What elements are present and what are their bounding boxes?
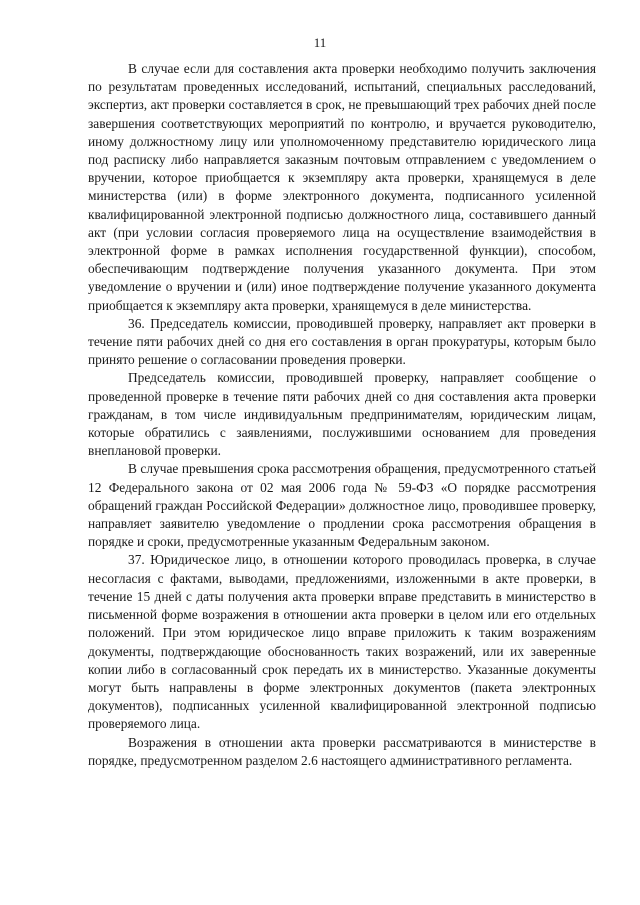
paragraph-notification-citizens: Председатель комиссии, проводившей проверку, направляет сообщение о проведенной проверке в течение пяти рабочих дней со дня составления акта проверки гражданам, в том числе индивидуальным предпринимателям, юридическим лицам, которые обратились с заявлениями, послужившими основанием для проведения внеплановой проверки. bbox=[88, 370, 596, 459]
document-body bbox=[88, 60, 596, 770]
paragraph-36: 36. Председатель комиссии, проводившей проверку, направляет акт проверки в течение пяти рабочих дней со дня его составления в орган прокуратуры, которым было принято решение о согласовании проведения проверки. bbox=[88, 315, 596, 368]
paragraph-term-extension: В случае превышения срока рассмотрения обращения, предусмотренного статьей 12 Федерального закона от 02 мая 2006 года № 59-ФЗ «О порядке рассмотрения обращений граждан Российской Федерации» должностное лицо, проводившее проверку, направляет заявителю уведомление о продлении срока рассмотрения обращения в порядке и сроки, предусмотренные указанным Федеральным законом. bbox=[88, 461, 596, 550]
paragraph-act-delivery: В случае если для составления акта проверки необходимо получить заключения по результатам проведенных исследований, испытаний, специальных расследований, экспертиз, акт проверки составляется в срок, не превышающий трех рабочих дней после завершения соответствующих мероприятий по контролю, и вручается руководителю, иному должностному лицу или уполномоченному представителю юридического лица под расписку либо направляется заказным почтовым отправлением с уведомлением о вручении, которое приобщается к экземпляру акта проверки, хранящемуся в деле министерства (или) в форме электронного документа, подписанного усиленной квалифицированной электронной подписью должностного лица, составившего данный акт (при условии согласия проверяемого лица на осуществление взаимодействия в электронной форме в рамках исполнения государственной функции), способом, обеспечивающим подтверждение получения указанного документа. При этом уведомление о вручении и (или) иное подтверждение получение указанного документа приобщается к экземпляру акта проверки, хранящемуся в деле министерства. bbox=[88, 61, 596, 313]
paragraph-objections: Возражения в отношении акта проверки рассматриваются в министерстве в порядке, предусмотренном разделом 2.6 настоящего административного регламента. bbox=[88, 734, 596, 768]
page-number: 11 bbox=[313, 35, 327, 50]
paragraph-37: 37. Юридическое лицо, в отношении которого проводилась проверка, в случае несогласия с фактами, выводами, предложениями, изложенными в акте проверки, в течение 15 дней с даты получения акта проверки вправе представить в министерство в письменной форме возражения в отношении акта проверки в целом или его отдельных положений. При этом юридическое лицо вправе приложить к таким возражениям документы, подтверждающие обоснованность таких возражений, или их заверенные копии либо в согласованный срок передать их в министерство. Указанные документы могут быть направлены в форме электронных документов (пакета электронных документов), подписанных усиленной квалифицированной электронной подписью проверяемого лица. bbox=[88, 552, 596, 732]
